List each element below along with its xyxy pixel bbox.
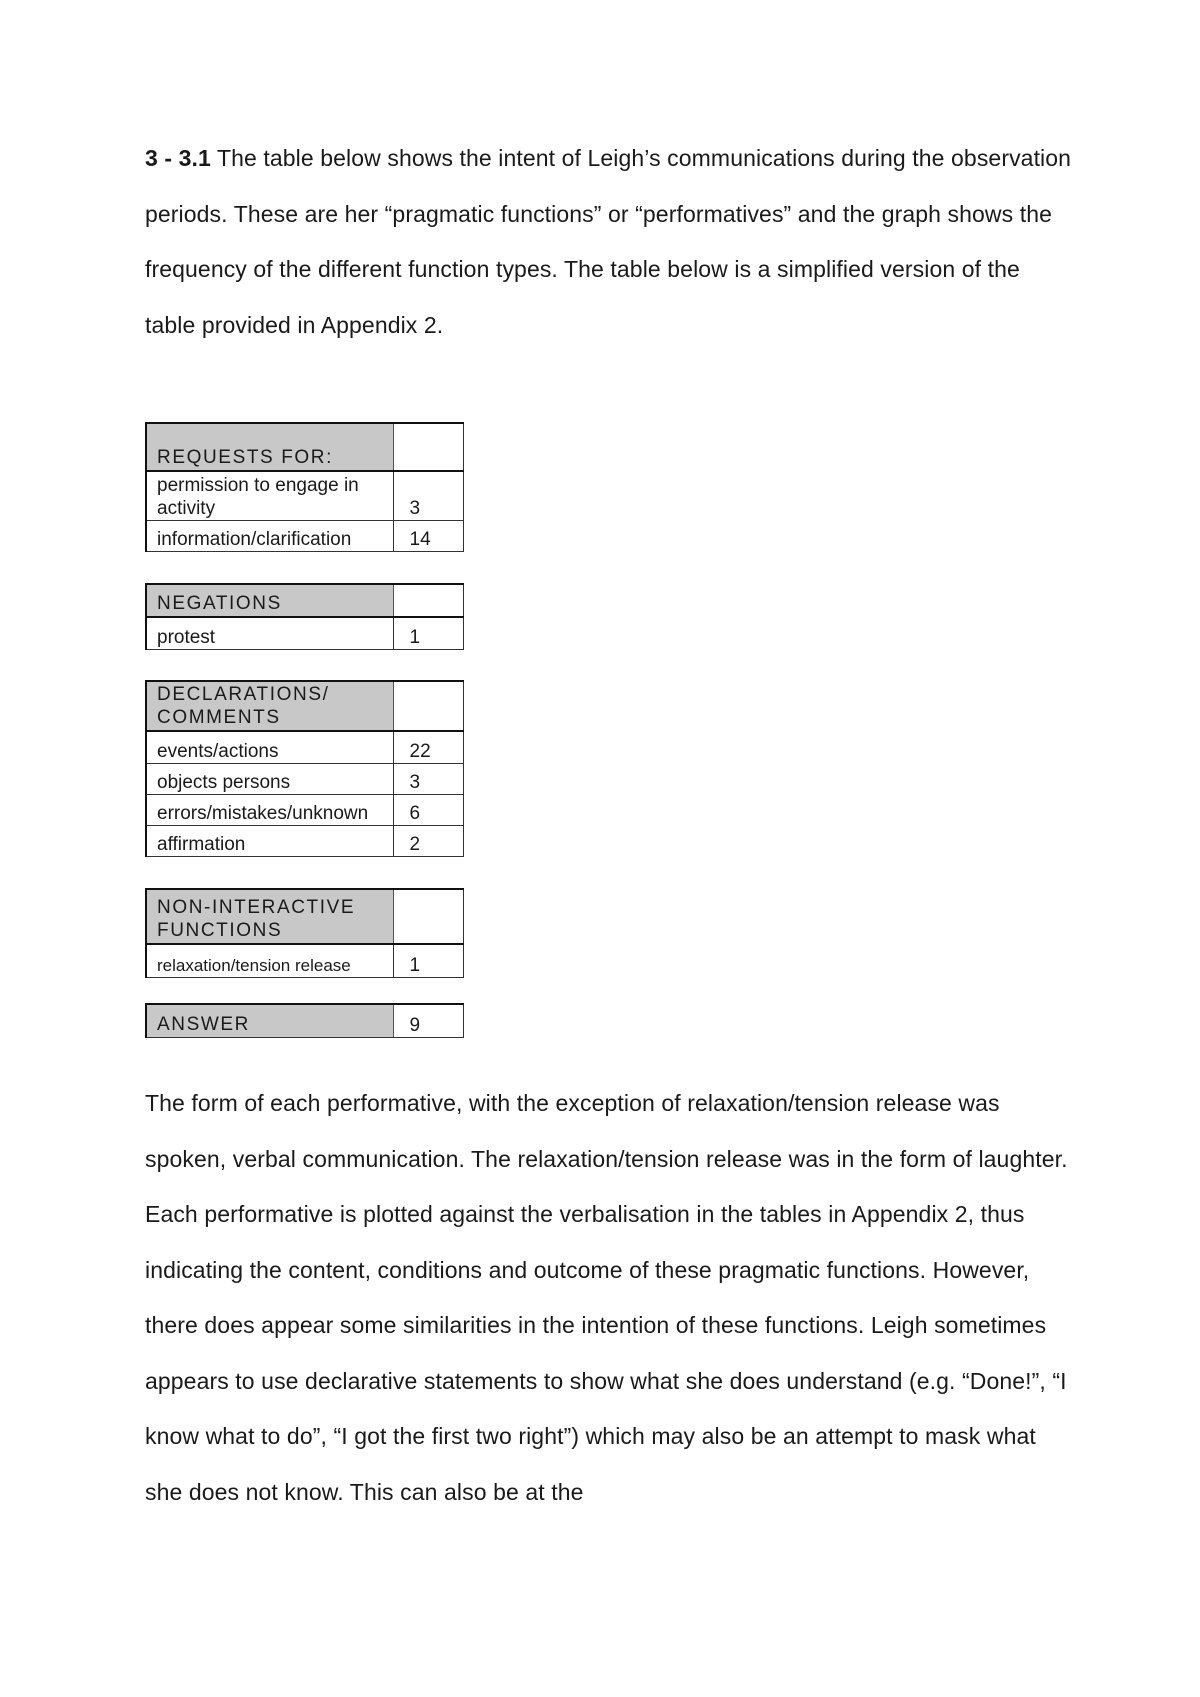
negations-header-blank — [393, 584, 463, 617]
answer-table — [145, 1003, 464, 1038]
row-value: 6 — [393, 794, 463, 825]
negations-table — [145, 583, 464, 650]
non-interactive-table — [145, 888, 464, 978]
row-label: events/actions — [146, 731, 393, 763]
declarations-table — [145, 680, 464, 857]
row-label: relaxation/tension release — [146, 944, 393, 977]
row-value: 2 — [393, 825, 463, 856]
table-row — [146, 825, 463, 856]
row-label: protest — [146, 617, 393, 649]
row-label: affirmation — [146, 825, 393, 856]
row-label: objects persons — [146, 763, 393, 794]
non-interactive-header: NON-INTERACTIVE FUNCTIONS — [146, 889, 393, 944]
intro-paragraph — [145, 131, 1075, 353]
row-label: errors/mistakes/unknown — [146, 794, 393, 825]
row-value: 14 — [393, 520, 463, 551]
table-row — [146, 617, 463, 649]
table-row — [146, 944, 463, 977]
requests-table — [145, 422, 464, 552]
row-label: information/clarification — [146, 520, 393, 551]
table-row — [146, 763, 463, 794]
row-label: permission to engage in activity — [146, 471, 393, 520]
table-row — [146, 471, 463, 520]
body-paragraph: The form of each performative, with the exception of relaxation/tension release was spoken, verbal communication. The relaxation/tension release was in the form of laughter. Each performative is plotted against the verbalisation in the tables in Appendix 2, thus indicating the content, conditions and outcome of these pragmatic functions. However, there does appear some similarities in the intention of these functions. Leigh sometimes appears to use declarative statements to show what she does understand (e.g. “Done!”, “I know what to do”, “I got the first two right”) which may also be an attempt to mask what she does not know. This can also be at the — [145, 1090, 1068, 1505]
row-value: 3 — [393, 763, 463, 794]
row-value: 1 — [393, 944, 463, 977]
row-value: 1 — [393, 617, 463, 649]
declarations-header-blank — [393, 681, 463, 731]
requests-header-blank — [393, 423, 463, 471]
answer-header: ANSWER — [146, 1004, 393, 1037]
non-interactive-header-blank — [393, 889, 463, 944]
section-number: 3 - 3.1 — [145, 145, 211, 171]
row-value: 3 — [393, 471, 463, 520]
table-row — [146, 731, 463, 763]
requests-header: REQUESTS FOR: — [146, 423, 393, 471]
intro-text: The table below shows the intent of Leigh’s communications during the observation periods. These are her “pragmatic functions” or “performatives” and the graph shows the frequency of the different function types. The table below is a simplified version of the table provided in Appendix 2. — [145, 145, 1072, 338]
negations-header: NEGATIONS — [146, 584, 393, 617]
table-row — [146, 794, 463, 825]
table-row — [146, 520, 463, 551]
declarations-header: DECLARATIONS/ COMMENTS — [146, 681, 393, 731]
row-value: 22 — [393, 731, 463, 763]
answer-value: 9 — [393, 1004, 463, 1037]
